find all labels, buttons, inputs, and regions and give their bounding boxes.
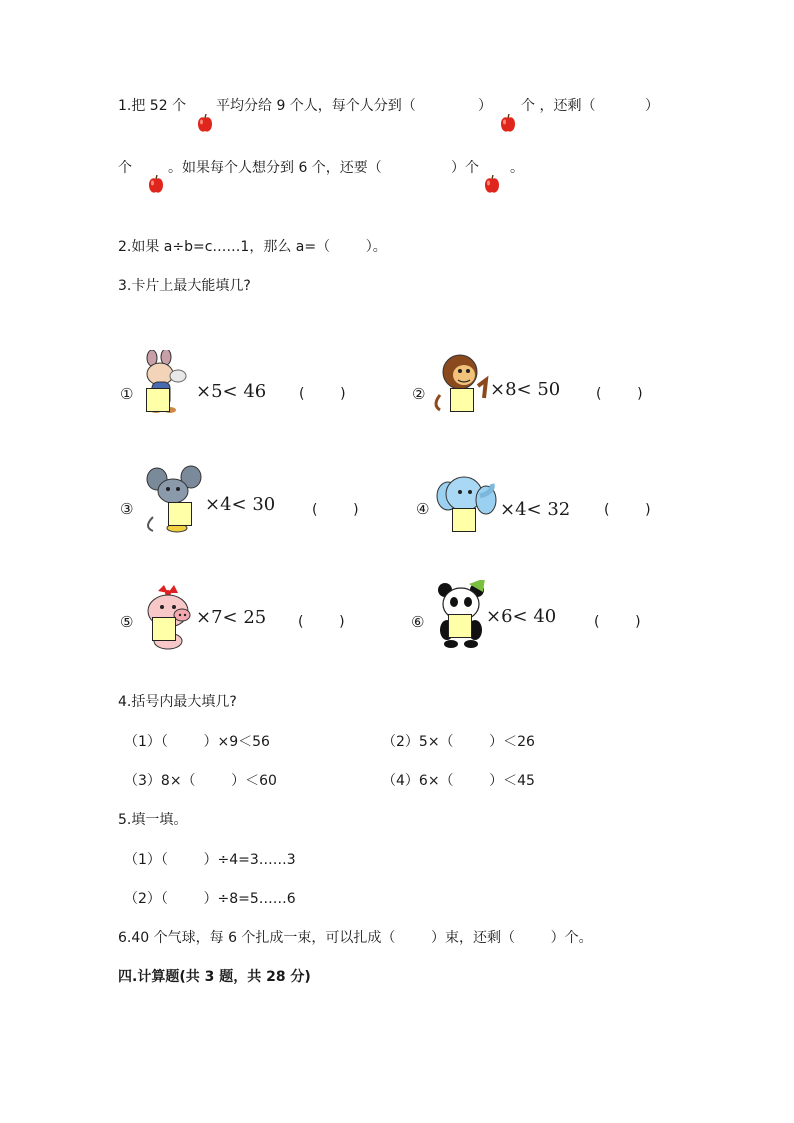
apple-icon: [196, 114, 214, 134]
q2-text: 2.如果 a÷b=c……1，那么 a=（ ）。: [118, 239, 387, 255]
q3-expression: ×5< 46: [196, 381, 267, 402]
answer-card-box: [450, 388, 474, 412]
q5-title: 5.填一填。: [118, 812, 188, 828]
q1-text-b: 平均分给 9 个人，每个人分到（: [216, 98, 416, 114]
q1-text-e: ）: [645, 98, 659, 114]
q1-text-g: 。如果每个人想分到 6 个，还要（: [168, 160, 382, 176]
q6-text: 6.40 个气球，每 6 个扎成一束，可以扎成（ ）束，还剩（ ）个。: [118, 930, 593, 946]
q5-item: （2）（ ）÷8=5……6: [124, 891, 296, 907]
q3-item-number: ①: [120, 385, 134, 403]
q3-item-number: ②: [412, 385, 426, 403]
answer-card-box: [448, 614, 472, 638]
q3-answer-blank[interactable]: ( ): [299, 386, 346, 402]
q5-item: （1）（ ）÷4=3……3: [124, 852, 296, 868]
q3-answer-blank[interactable]: ( ): [596, 386, 643, 402]
q3-item-number: ⑥: [411, 613, 425, 631]
q1-text-h: ）个: [451, 160, 479, 176]
q4-item: （4）6×（ ）＜45: [382, 773, 535, 789]
q3-expression: ×6< 40: [486, 606, 557, 627]
answer-card-box: [168, 502, 192, 526]
q3-expression: ×4< 30: [205, 494, 276, 515]
q1-text-a: 1.把 52 个: [118, 98, 187, 114]
q3-item-number: ④: [416, 500, 430, 518]
apple-icon: [499, 114, 517, 134]
q3-answer-blank[interactable]: ( ): [298, 614, 345, 630]
q3-title: 3.卡片上最大能填几?: [118, 278, 251, 294]
q3-item-number: ⑤: [120, 613, 134, 631]
apple-icon: [483, 175, 501, 195]
q1-text-i: 。: [510, 160, 524, 176]
q3-expression: ×7< 25: [196, 607, 267, 628]
q4-item: （3）8×（ ）＜60: [124, 773, 277, 789]
q1-text-d: 个 ，还剩（: [521, 98, 596, 114]
answer-card-box: [152, 617, 176, 641]
q3-answer-blank[interactable]: ( ): [594, 614, 641, 630]
q1-text-c: ）: [478, 98, 492, 114]
q4-title: 4.括号内最大填几?: [118, 694, 237, 710]
q3-expression: ×4< 32: [500, 499, 571, 520]
q3-item-number: ③: [120, 500, 134, 518]
q3-answer-blank[interactable]: ( ): [604, 502, 651, 518]
q3-expression: ×8< 50: [490, 379, 561, 400]
answer-card-box: [452, 508, 476, 532]
q3-answer-blank[interactable]: ( ): [312, 502, 359, 518]
q4-item: （1）（ ）×9＜56: [124, 734, 270, 750]
apple-icon: [147, 175, 165, 195]
q1-text-f: 个: [118, 160, 132, 176]
answer-card-box: [146, 388, 170, 412]
q4-item: （2）5×（ ）＜26: [382, 734, 535, 750]
section-heading: 四.计算题(共 3 题，共 28 分): [118, 969, 311, 985]
